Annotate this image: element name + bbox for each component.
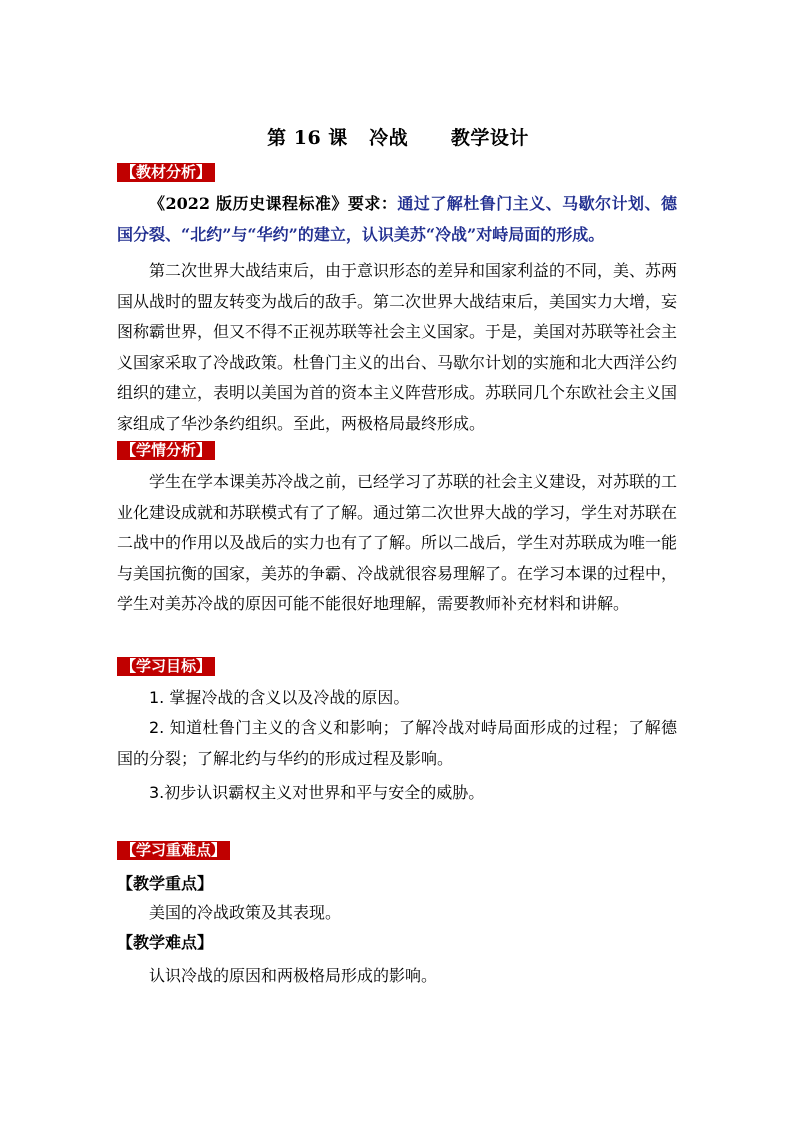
- goal-item-3: 3.初步认识霸权主义对世界和平与安全的威胁。: [149, 783, 485, 802]
- section-tag-learning-goals: 【学习目标】: [117, 657, 215, 676]
- goal-item-2: 2. 知道杜鲁门主义的含义和影响；了解冷战对峙局面形成的过程；了解德国的分裂；了解北约与华约的形成过程及影响。: [117, 718, 677, 768]
- standard-lead-text: 《2022 版历史课程标准》要求：: [149, 194, 398, 213]
- teaching-difficulty-heading: 【教学难点】: [117, 933, 214, 952]
- teaching-focus-heading: 【教学重点】: [117, 874, 214, 893]
- teaching-difficulty-body: 认识冷战的原因和两极格局形成的影响。: [149, 966, 438, 985]
- standard-requirement-text: 通过了解杜鲁门主义、马歇尔计划、德国分裂、“北约”与“华约”的建立，认识美苏“冷战”对峙局面的形成。: [117, 194, 677, 244]
- textbook-analysis-body: 第二次世界大战结束后，由于意识形态的差异和国家利益的不同，美、苏两国从战时的盟友转变为战后的敌手。第二次世界大战结束后，美国实力大增，妄图称霸世界，但又不得不正视苏联等社会主义国家。于是，美国对苏联等社会主义国家采取了冷战政策。杜鲁门主义的出台、马歇尔计划的实施和北大西洋公约组织的建立，表明以美国为首的资本主义阵营形成。苏联同几个东欧社会主义国家组成了华沙条约组织。至此，两极格局最终形成。: [117, 261, 678, 433]
- curriculum-standard-paragraph: [117, 189, 677, 250]
- teaching-focus-body: 美国的冷战政策及其表现。: [149, 903, 342, 922]
- section-tag-key-points: 【学习重难点】: [117, 841, 230, 860]
- learner-analysis-body: 学生在学本课美苏冷战之前，已经学习了苏联的社会主义建设，对苏联的工业化建设成就和苏联模式有了了解。通过第二次世界大战的学习，学生对苏联在二战中的作用以及战后的实力也有了了解。所以二战后，学生对苏联成为唯一能与美国抗衡的国家，美苏的争霸、冷战就很容易理解了。在学习本课的过程中，学生对美苏冷战的原因可能不能很好地理解，需要教师补充材料和讲解。: [117, 472, 678, 613]
- goal-item-1: 1. 掌握冷战的含义以及冷战的原因。: [149, 688, 410, 707]
- section-tag-learner-analysis: 【学情分析】: [117, 441, 215, 460]
- section-tag-textbook-analysis: 【教材分析】: [117, 163, 215, 182]
- page-title: 第 16 课 冷战 教学设计: [267, 127, 529, 149]
